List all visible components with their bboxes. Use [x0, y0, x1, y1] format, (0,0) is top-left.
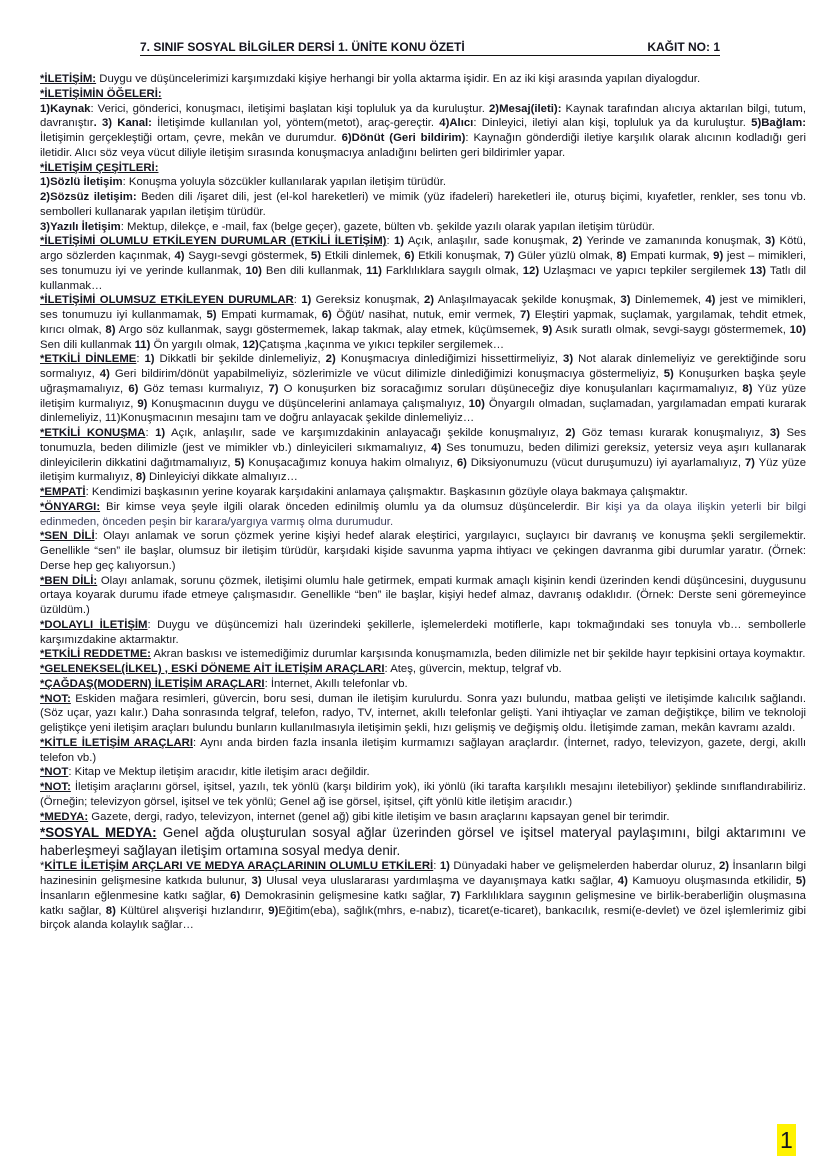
- section-heading: *ÇAĞDAŞ(MODERN) İLETİŞİM ARAÇLARI: [40, 677, 265, 690]
- section-heading: KİTLE İLETİŞİM ARÇLARI VE MEDYA ARAÇLARININ OLUMLU ETKİLERİ: [44, 860, 434, 873]
- section-text: Konuşurken başka şeyle uğraşmamalıyız,: [40, 368, 806, 395]
- bold-term: 9): [137, 397, 148, 410]
- section-text: : İnternet, Akıllı telefonlar vb.: [264, 677, 408, 690]
- section-text: Duygu ve düşüncelerimizi karşımızdaki kişiye herhangi bir yolla aktarma işidir. En az iki kişi arasında yapılan diyalogdur.: [96, 73, 701, 85]
- section-text: İnsanların eğlenmesine katkı sağlar,: [40, 889, 231, 902]
- bold-term: 10): [468, 397, 485, 410]
- section-heading: *NOT: [40, 766, 69, 779]
- section-text: Dinleyiciyi dikkate almalıyız…: [145, 471, 298, 484]
- section-text: Yüz yüze iletişim kurmalıyız,: [40, 456, 806, 484]
- section-text: Saygı-sevgi göstermek,: [184, 250, 311, 262]
- section-sen-dili: [40, 529, 806, 573]
- section-text: jest ve mimikleri, ses tonumuzu iyi kullanmamak,: [40, 294, 806, 321]
- section-text: : Konuşma yoluyla sözcükler kullanılarak yapılan iletişim türüdür.: [122, 176, 447, 189]
- section-onyargi: [40, 500, 806, 530]
- section-text: Asık suratlı olmak, sevgi-saygı göstermemek,: [552, 323, 790, 336]
- bold-term: 8): [616, 250, 627, 262]
- section-text: :: [433, 860, 440, 873]
- bold-term: 8): [105, 904, 116, 917]
- bold-term: 1)Kaynak: [40, 102, 91, 115]
- bold-term: 1)Sözlü İletişim: [40, 176, 123, 189]
- section-text: : Mektup, dilekçe, e -mail, fax (belge geçer), gazete, bülten vb. şekilde yazılı olarak yapılan iletişim türüdür.: [120, 220, 655, 233]
- bold-term: 10): [245, 264, 262, 277]
- bold-term: 7): [450, 889, 461, 902]
- bold-term: 11): [366, 264, 382, 277]
- bold-term: 12): [242, 338, 259, 351]
- section-text: Eleştiri yapmak, suçlamak, yargılamak, tehdit etmek, kırıcı olmak,: [40, 309, 806, 336]
- section-text: Açık, anlaşılır, sade konuşmak,: [404, 235, 573, 248]
- section-text: :: [145, 427, 156, 439]
- section-kitle-iletisim: [40, 736, 806, 766]
- section-heading: *İLETİŞİM:: [40, 73, 97, 85]
- section-text: Ön yargılı olmak,: [150, 338, 243, 351]
- section-heading: *SEN DİLİ: [40, 530, 95, 543]
- bold-term: 4)Alıcı: [439, 117, 474, 130]
- section-text: Sen dili kullanmak: [40, 338, 135, 351]
- section-text: Güler yüzlü olmak,: [514, 250, 617, 262]
- section-text: jest – mimikleri, ses tonumuzu iyi ve yerinde kullanmak,: [40, 250, 806, 277]
- bold-term: 6): [456, 456, 467, 469]
- section-olumsuz-durumlar: [40, 293, 806, 352]
- section-ben-dili: [40, 574, 806, 618]
- bold-term: 5): [206, 309, 217, 321]
- section-text: Bir kişi ya da olaya ilişkin yeterli bir bilgi edinmeden, önceden peşin bir karara/yargıya varmış olma durumudur.: [40, 500, 806, 528]
- bold-term: 1): [439, 860, 450, 873]
- bold-term: 2): [423, 294, 435, 307]
- section-iletisim: [40, 72, 806, 87]
- bold-term: 11): [134, 338, 151, 351]
- bold-term: 5): [795, 875, 806, 887]
- section-iletisimin-ogeleri-heading: [40, 87, 806, 102]
- section-heading: *ETKİLİ DİNLEME: [40, 353, 137, 366]
- section-text: : Olayı anlamak ve sorun çözmek yerine kişiyi hedef alarak eleştirici, yargılayıcı, suçlayıcı bir davranış ve konuşma şekli sergilemektir. Genellikle “sen” ile başlar, olumsuz bir iletişim türüdür, karşıdaki kişide savunma yapma ihtiyacı ve çekingen davranma gibi durumlar yaratır. (Örnek: Derse hep geç kalıyorsun.): [40, 530, 806, 572]
- section-text: Geri bildirim/dönüt yapabilmeliyiz, sözlerimizle ve vücut dilimizle dinlediğimizi konuşmacıya göstermeliyiz,: [109, 368, 664, 380]
- bold-term: 2): [572, 235, 583, 248]
- section-sozlu-iletisim: [40, 175, 806, 190]
- section-text: Çatışma ,kaçınma ve yıkıcı tepkiler sergilemek…: [258, 338, 505, 351]
- section-text: Tatlı dil kullanmak…: [40, 264, 806, 292]
- section-text: Konuşmacıya dinlediğimizi hissettirmeliyiz,: [335, 353, 564, 366]
- section-text: Göz teması kurarak konuşmalıyız,: [575, 427, 770, 439]
- bold-term: 7): [520, 309, 531, 321]
- section-heading: *İLETİŞİMİN ÖĞELERİ:: [40, 87, 162, 100]
- section-text: İletişim araçlarını görsel, işitsel, yazılı, tek yönlü (karşı bildirim yok), iki yönlü (iki tarafta karşılıklı mesajını iletebiliyor) şeklinde sınıflandırabiliriz. (Örneğin; televizyon görsel, işitsel ve tek yönlü; Genel ağ ise görsel, işitsel, çift yönlü kitle iletişim aracıdır.): [40, 781, 806, 808]
- section-text: Ulusal veya uluslararası yardımlaşma ve dayanışmaya katkı sağlar,: [261, 875, 618, 887]
- section-text: Göz teması kurmalıyız,: [138, 382, 269, 395]
- section-heading: *BEN DİLİ:: [40, 574, 98, 587]
- bold-term: 1): [301, 294, 312, 307]
- bold-term: 10): [789, 323, 806, 336]
- section-iletisimin-ogeleri: [40, 102, 806, 161]
- section-text: Not alarak dinlemeliyiz ve gerektiğinde soru sormalıyız,: [40, 353, 806, 380]
- section-heading: *İLETİŞİMİ OLUMSUZ ETKİLEYEN DURUMLAR: [40, 294, 294, 307]
- section-text: Gazete, dergi, radyo, televizyon, internet (genel ağ) gibi kitle iletişim ve basın araçlarını kapsayan genel bir terimdir.: [88, 810, 670, 823]
- bold-term: 13): [749, 264, 767, 277]
- section-text: Öğüt/ nasihat, nutuk, emir vermek,: [331, 309, 521, 321]
- bold-term: 1): [393, 235, 405, 248]
- section-text: Etkili konuşmak,: [414, 250, 505, 262]
- section-text: Eskiden mağara resimleri, güvercin, boru sesi, duman ile iletişim kurulurdu. Sonra yazı bulundu, matbaa gelişti ve iletişimde kalıcılık sağlandı. (Söz uçar, yazı kalır.) Daha sonrasında telgraf, telefon, radyo, TV, internet, akıllı telefonlar gelişti. Yani ihtiyaçlar ve zaman değiştikçe, bilim ve teknoloji geliştikçe yeni iletişim araçları bulundu bunların kullanılmasıyla iletişimin şekli, hızı gelişmiş ve değişmiş oldu. İletişimde zaman, mekân kavramı azaldı.: [40, 692, 806, 734]
- bold-term: 12): [522, 264, 540, 277]
- section-text: : Verici, gönderici, konuşmacı, iletişimi başlatan kişi topluluk ya da kuruluştur.: [90, 102, 489, 115]
- section-text: Empati kurmamak,: [216, 309, 322, 321]
- bold-term: 9): [713, 250, 724, 262]
- bold-term: 3): [563, 353, 574, 366]
- bold-term: 6): [128, 382, 139, 395]
- section-text: Genel ağda oluşturulan sosyal ağlar üzerinden görsel ve işitsel materyal paylaşımını, bilgi aktarımını ve haberleşmeyi sağlayan iletişim ortamına sosyal medya denir.: [40, 825, 807, 858]
- section-text: Ses tonumuzu, beden dilimizi gereksiz, yetersiz veya aşırı kullanarak dinleyicilerin dikkatini dağıtmamalıyız,: [40, 441, 806, 469]
- bold-term: 4): [705, 294, 716, 307]
- bold-term: 8): [135, 471, 146, 484]
- section-text: Kamuoyu oluşmasında etkilidir,: [627, 875, 796, 887]
- section-text: Anlaşılmayacak şekilde konuşmak,: [434, 294, 621, 307]
- section-text: : Kendimizi başkasının yerine koyarak karşıdakini anlamaya çalışmaktır. Başkasının gözüyle olaya bakmaya çalışmaktır.: [85, 486, 688, 498]
- section-text: Farklılıklara saygının gelişmesine ve birlik-beraberliğin oluşmasına katkı sağlar,: [40, 889, 806, 917]
- section-text: : Ateş, güvercin, mektup, telgraf vb.: [384, 663, 562, 675]
- bold-term: 7): [744, 456, 755, 469]
- bold-term: 2): [325, 353, 336, 366]
- section-not-3: [40, 780, 806, 810]
- bold-term: 1): [144, 353, 155, 366]
- section-heading: *İLETİŞİMİ OLUMLU ETKİLEYEN DURUMLAR (ETKİLİ İLETİŞİM): [40, 235, 387, 248]
- bold-term: 3): [765, 235, 776, 248]
- section-heading: *KİTLE İLETİŞİM ARAÇLARI: [40, 736, 194, 749]
- section-text: Dünyadaki haber ve gelişmelerden haberdar oluruz,: [449, 860, 719, 873]
- section-text: Beden dili /işaret dili, jest (el-kol hareketleri) ve mimik (yüz ifadeleri) hareketleri ile, oturuş biçimi, kıyafetler, renkler, ses tonu vb. sembolleri kullanarak yapılan iletişim türüdür.: [40, 191, 806, 218]
- section-text: Gereksiz konuşmak,: [311, 294, 424, 307]
- section-olumlu-durumlar: [40, 234, 806, 293]
- bold-term: 3)Yazılı İletişim: [40, 220, 121, 233]
- bold-term: 6): [321, 309, 332, 321]
- bold-term: 5): [234, 456, 245, 469]
- section-empati: [40, 485, 806, 500]
- document-title: 7. SINIF SOSYAL BİLGİLER DERSİ 1. ÜNİTE KONU ÖZETİ: [140, 40, 465, 54]
- bold-term: 7): [504, 250, 515, 262]
- bold-term: 6): [404, 250, 415, 262]
- section-text: Argo söz kullanmak, saygı göstermemek, lakap takmak, alay etmek, küçümsemek,: [115, 323, 543, 336]
- section-not-2: [40, 765, 806, 780]
- bold-term: 3): [769, 427, 780, 439]
- section-yazili-iletisim: [40, 220, 806, 235]
- bold-term: 8): [105, 323, 116, 336]
- section-olumlu-etkiler: [40, 859, 806, 933]
- section-heading: *MEDYA:: [40, 810, 89, 823]
- section-etkili-dinleme: [40, 352, 806, 426]
- section-text: İnsanların bilgi hazinesinin gelişmesine katkıda bulunur,: [40, 860, 806, 887]
- section-text: Demokrasinin gelişmesine katkı sağlar,: [240, 889, 451, 902]
- section-text: Kaynak tarafından alıcıya aktarılan bilgi, tutum, davranıştır: [40, 102, 806, 130]
- section-text: Dikkatli bir şekilde dinlemeliyiz,: [154, 353, 326, 366]
- section-text: :: [293, 294, 302, 307]
- bold-term: 6): [230, 889, 241, 902]
- section-text: : Duygu ve düşüncemizi halı üzerindeki şekillerle, işlemelerdeki motiflerle, kapı tokmağındaki ses tonuyla vb… sembollerle karşımızdakine aktarmaktır.: [40, 618, 806, 646]
- section-text: :: [136, 353, 145, 366]
- bold-term: 4): [99, 368, 110, 380]
- section-text: Ses tonumuzla, beden dilimizle (jest ve mimikler vb.) dinleyicileri sıkmamalıyız,: [40, 427, 807, 454]
- section-heading: *NOT:: [40, 781, 71, 793]
- document-header: [140, 40, 720, 56]
- section-heading: *GELENEKSEL(İLKEL) , ESKİ DÖNEME AİT İLETİŞİM ARAÇLARI: [40, 663, 385, 675]
- section-text: Yerinde ve zamanında konuşmak,: [582, 235, 766, 248]
- section-heading: *ETKİLİ KONUŞMA: [40, 427, 146, 439]
- section-text: : Kaynağın gönderdiği iletiye karşılık olarak alıcının kodladığı geri iletidir. Alıcı söz veya vücut diliyle iletişim sırasında konuşmacıya anladığını belirten geri bildirimler yapar.: [40, 132, 806, 159]
- section-text: : Aynı anda birden fazla insanla iletişim kurmamızı sağlayan araçlardır. (İnternet, radyo, televizyon, gazete, dergi, akıllı telefon vb.): [40, 736, 806, 764]
- section-heading: *DOLAYLI İLETİŞİM: [40, 618, 148, 631]
- bold-term: 5): [310, 250, 321, 262]
- section-iletisim-cesitleri-heading: [40, 161, 806, 176]
- section-heading: *EMPATİ: [40, 486, 86, 498]
- section-text: Dinlememek,: [630, 294, 706, 307]
- sheet-number: KAĞIT NO: 1: [647, 40, 720, 54]
- bold-term: 9): [542, 323, 553, 336]
- bold-term: 9): [268, 904, 279, 917]
- section-text: Empati kurmak,: [626, 250, 714, 262]
- section-text: Konuşmacının duygu ve düşüncelerini anlamaya çalışmalıyız,: [147, 397, 469, 410]
- section-heading: *NOT:: [40, 692, 71, 705]
- section-text: Diksiyonumuzu (vücut duruşumuzu) iyi ayarlamalıyız,: [466, 456, 745, 469]
- section-cagdas-araclar: [40, 677, 806, 692]
- section-text: :: [386, 235, 394, 248]
- bold-term: 4): [174, 250, 185, 262]
- bold-term: 2)Mesaj(ileti):: [488, 102, 562, 115]
- document-body: [40, 72, 806, 933]
- bold-term: 2): [718, 860, 730, 873]
- bold-term: 4): [617, 875, 628, 887]
- section-text: Bir kimse veya şeyle ilgili olarak önceden edinilmiş olumlu ya da olumsuz düşüncelerdir.: [100, 500, 586, 513]
- bold-term: 2): [565, 427, 576, 439]
- section-dolayli-iletisim: [40, 618, 806, 648]
- bold-term: . 3) Kanal:: [93, 117, 152, 130]
- section-etkili-konusma: [40, 426, 806, 485]
- section-text: Önyargılı olmadan, suçlamadan, yargılamadan empati kurarak dinlemeliyiz, 11)Konuşmacının mesajını tam ve doğru anlayacak şekilde dinlemeliyiz…: [40, 397, 806, 425]
- section-medya: [40, 810, 806, 825]
- section-sozsuz-iletisim: [40, 190, 806, 220]
- section-text: İletişimde kullanılan yol, yöntem(metot), araç-gereçtir.: [151, 117, 440, 130]
- section-text: Olayı anlamak, sorunu çözmek, iletişimi olumlu hale getirmek, empati kurmak amaçlı kişinin kendi üzerinden kendi düşüncesini, duygusunu ortaya koyarak durumu ifade etmeye çalışmasıdır. Genellikle “ben” ile başlar, kişiyi hedef almaz, davranış odaklıdır. (Örnek: Derste seni göremeyince üzüldüm.): [40, 574, 807, 616]
- bold-term: 6)Dönüt (Geri bildirim): [341, 132, 466, 144]
- section-text: Kötü, argo sözlerden kaçınmak,: [40, 235, 806, 262]
- bold-term: 2)Sözsüz iletişim:: [40, 191, 137, 203]
- section-text: Eğitim(eba), sağlık(mhrs, e-nabız), ticaret(e-ticaret), bankacılık, resmi(e-devlet) ve özel işlemlerimiz gibi birçok alanda kolaylık sağlar…: [40, 904, 807, 932]
- section-text: : Kitap ve Mektup iletişim aracıdır, kitle iletişim aracı değildir.: [68, 766, 370, 779]
- section-heading: *SOSYAL MEDYA:: [40, 825, 157, 841]
- section-not-1: [40, 692, 806, 736]
- section-etkili-reddetme: [40, 647, 806, 662]
- section-text: : Dinleyici, iletiyi alan kişi, topluluk ya da kuruluştur.: [473, 117, 752, 130]
- section-text: Konuşacağımız konuya hakim olmalıyız,: [244, 456, 457, 469]
- bold-term: 3): [620, 294, 631, 307]
- bold-term: 1): [155, 427, 166, 439]
- bold-term: 4): [431, 441, 442, 454]
- page-number: 1: [777, 1124, 796, 1156]
- section-heading: *İLETİŞİM ÇEŞİTLERİ:: [40, 161, 159, 174]
- section-text: Akran baskısı ve istemediğimiz durumlar karşısında konuşmamızla, beden dilimizle net bir şekilde hayır tepkisini ortaya koymaktır.: [150, 648, 806, 661]
- section-text: Ben dili kullanmak,: [261, 264, 367, 277]
- section-text: Etkili dinlemek,: [320, 250, 405, 262]
- bold-term: 5): [663, 368, 674, 380]
- section-sosyal-medya: [40, 824, 806, 859]
- bold-term: 3): [251, 875, 262, 887]
- section-text: Yüz yüze iletişim kurmalıyız,: [40, 382, 806, 410]
- bold-term: 8): [742, 382, 753, 395]
- bold-term: 7): [268, 382, 279, 395]
- section-text: Uzlaşmacı ve yapıcı tepkiler sergilemek: [539, 264, 750, 277]
- section-text: İletişimin gerçekleştiği ortam, çevre, mekân ve durumdur.: [40, 132, 342, 144]
- section-heading: *ÖNYARGI:: [40, 500, 101, 513]
- bold-term: 5)Bağlam:: [751, 117, 806, 130]
- section-text: Açık, anlaşılır, sade ve karşımızdakinin anlayacağı şekilde konuşmalıyız,: [165, 427, 566, 439]
- section-text: *: [40, 860, 45, 873]
- section-text: Farklılıklara saygılı olmak,: [381, 264, 523, 277]
- section-text: Kültürel alışverişi hızlandırır,: [115, 904, 269, 917]
- section-heading: *ETKİLİ REDDETME:: [40, 648, 151, 661]
- section-geleneksel-araclar: [40, 662, 806, 677]
- section-text: O konuşurken biz soracağımız soruları düşüneceğiz diye konuşulanları kaçırmamalıyız,: [278, 382, 743, 395]
